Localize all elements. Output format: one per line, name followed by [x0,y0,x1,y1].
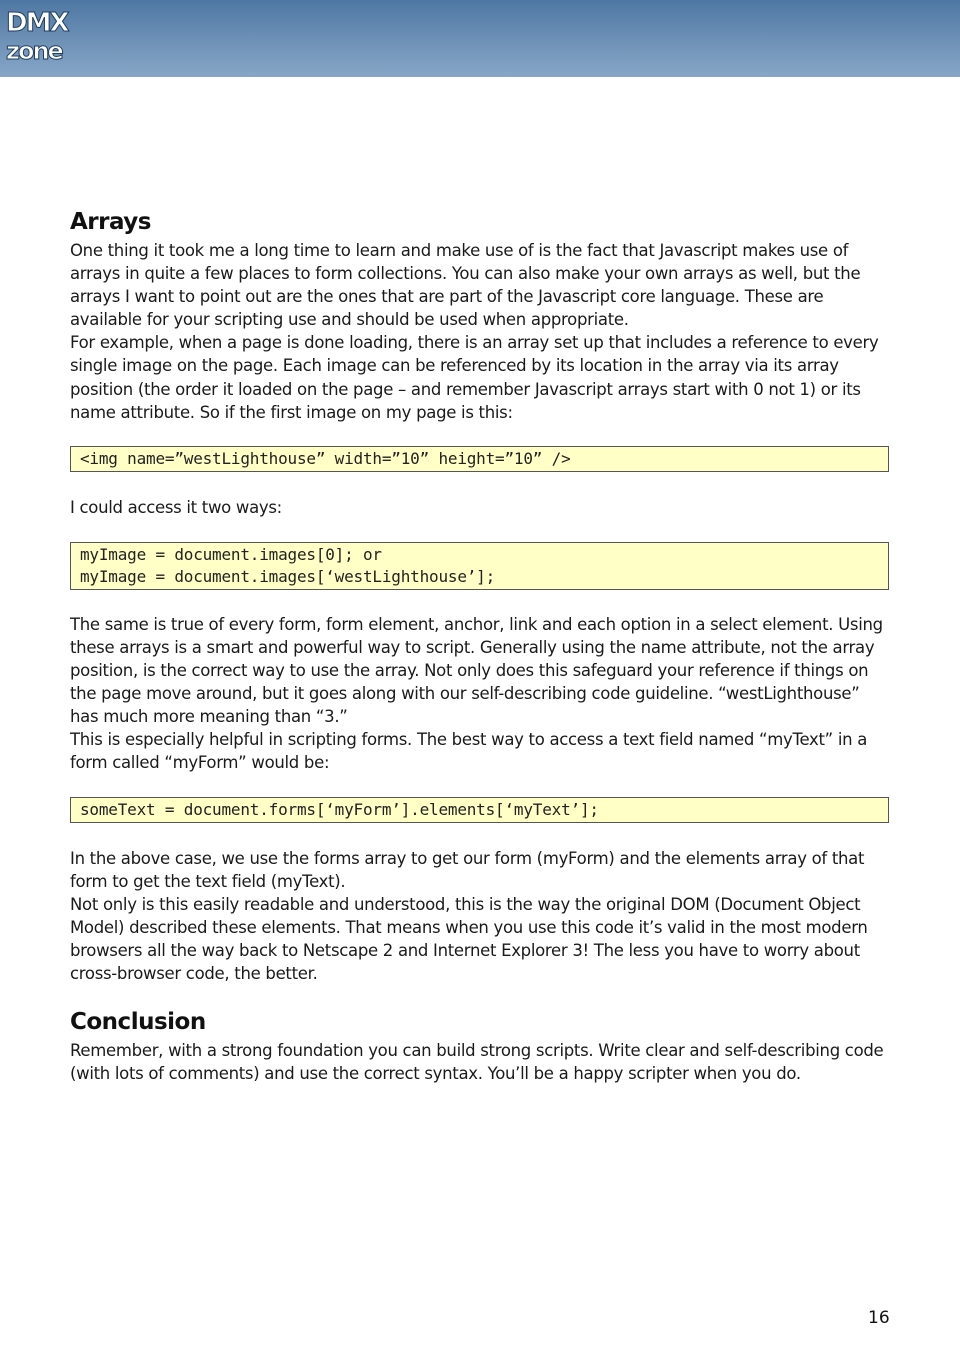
arrays-paragraph-2: For example, when a page is done loading, there is an array set up that includes a reference to every single image on the page. Each image can be referenced by its location in the array via its array position (the order it loaded on the page – and remember Javascript arrays start with 0 not 1) or its name attribute. So if the first image on my page is this: [70,333,879,422]
arrays-paragraph-7: Not only is this easily readable and understood, this is the way the original DOM (Document Object Model) described these elements. That means when you use this code it’s valid in the most modern browsers all the way back to Netscape 2 and Internet Explorer 3! The less you have to worry about cross-browser code, the better. [70,894,868,983]
page-number: 16 [868,1308,890,1328]
code-block-form-access: someText = document.forms[‘myForm’].elements[‘myText’]; [70,797,889,823]
logo-text-bottom: zone [6,37,62,65]
document-body [70,205,890,1085]
conclusion-paragraph: Remember, with a strong foundation you can build strong scripts. Write clear and self-describing code (with lots of comments) and use the correct syntax. You’ll be a happy scripter when you do. [70,1041,884,1084]
arrays-heading: Arrays [70,209,151,235]
arrays-paragraph-6: In the above case, we use the forms array to get our form (myForm) and the elements array of that form to get the text field (myText). [70,848,865,891]
logo-text-top: DMX [6,8,68,38]
dmxzone-logo [6,10,66,66]
arrays-paragraph-1: One thing it took me a long time to learn and make use of is the fact that Javascript makes use of arrays in quite a few places to form collections. You can also make your own arrays as well, but the arrays I want to point out are the ones that are part of the Javascript core language. These are available for your scripting use and should be used when appropriate. [70,241,861,330]
code-block-img-tag: <img name=”westLighthouse” width=”10” height=”10” /> [70,446,889,472]
arrays-paragraph-3: I could access it two ways: [70,497,282,517]
conclusion-heading: Conclusion [70,1009,206,1036]
code-block-image-access: myImage = document.images[0]; or myImage = document.images[‘westLighthouse’]; [70,542,889,590]
arrays-paragraph-4: The same is true of every form, form element, anchor, link and each option in a select element. Using these arrays is a smart and powerful way to script. Generally using the name attribute, not the array position, is the correct way to use the array. Not only does this safeguard your reference if things on the page move around, but it goes along with our self-describing code guideline. “westLighthouse” has much more meaning than “3.” [70,614,883,727]
arrays-paragraph-5: This is especially helpful in scripting forms. The best way to access a text field named “myText” in a form called “myForm” would be: [70,730,868,773]
page-header [0,0,960,77]
